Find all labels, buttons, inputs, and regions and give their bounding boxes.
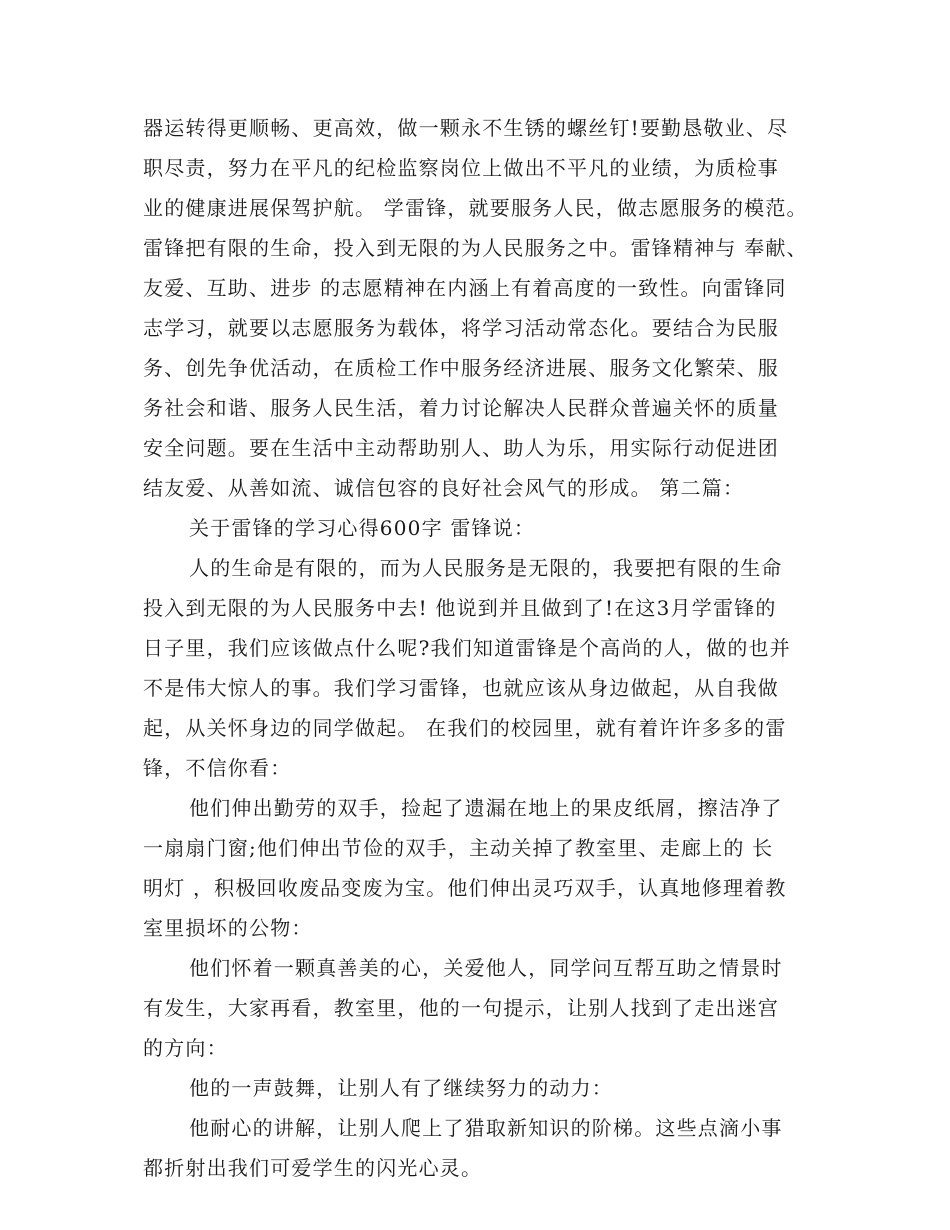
text-line: 他们怀着一颗真善美的心，关爱他人，同学问互帮互助之情景时 bbox=[189, 956, 783, 980]
text-line: 投入到无限的为人民服务中去! 他说到并且做到了!在这3月学雷锋的 bbox=[143, 596, 777, 620]
text-line: 务社会和谐、服务人民生活，着力讨论解决人民群众普遍关怀的质量 bbox=[143, 396, 779, 420]
text-line: 都折射出我们可爱学生的闪光心灵。 bbox=[143, 1156, 483, 1180]
text-line: 器运转得更顺畅、更高效，做一颗永不生锈的螺丝钉!要勤恳敬业、尽 bbox=[143, 116, 789, 140]
text-line: 结友爱、从善如流、诚信包容的良好社会风气的形成。 第二篇： bbox=[143, 476, 745, 500]
text-line: 不是伟大惊人的事。我们学习雷锋，也就应该从身边做起，从自我做 bbox=[143, 676, 779, 700]
text-line: 业的健康进展保驾护航。 学雷锋，就要服务人民，做志愿服务的模范。 bbox=[143, 196, 808, 220]
text-line: 的方向： bbox=[143, 1036, 228, 1060]
text-line: 务、创先争优活动，在质检工作中服务经济进展、服务文化繁荣、服 bbox=[143, 356, 779, 380]
text-line: 人的生命是有限的，而为人民服务是无限的，我要把有限的生命 bbox=[189, 556, 783, 580]
text-line: 锋，不信你看： bbox=[143, 756, 292, 780]
text-line: 志学习，就要以志愿服务为载体，将学习活动常态化。要结合为民服 bbox=[143, 316, 779, 340]
text-line: 明灯 ，积极回收废品变废为宝。他们伸出灵巧双手，认真地修理着教 bbox=[143, 876, 787, 900]
text-line: 室里损坏的公物： bbox=[143, 916, 313, 940]
text-line: 一扇扇门窗;他们伸出节俭的双手，主动关掉了教室里、走廊上的 长 bbox=[143, 836, 774, 860]
text-line: 他的一声鼓舞，让别人有了继续努力的动力： bbox=[189, 1076, 613, 1100]
text-line: 友爱、互助、进步 的志愿精神在内涵上有着高度的一致性。向雷锋同 bbox=[143, 276, 787, 300]
text-line: 日子里，我们应该做点什么呢?我们知道雷锋是个高尚的人，做的也并 bbox=[143, 636, 791, 660]
text-line: 雷锋把有限的生命，投入到无限的为人民服务之中。雷锋精神与 奉献、 bbox=[143, 236, 808, 260]
text-line: 安全问题。要在生活中主动帮助别人、助人为乐，用实际行动促进团 bbox=[143, 436, 779, 460]
document-body bbox=[143, 108, 833, 1188]
text-line: 职尽责，努力在平凡的纪检监察岗位上做出不平凡的业绩，为质检事 bbox=[143, 156, 779, 180]
text-line: 他耐心的讲解，让别人爬上了猎取新知识的阶梯。这些点滴小事 bbox=[189, 1116, 783, 1140]
text-line: 起，从关怀身边的同学做起。 在我们的校园里，就有着许许多多的雷 bbox=[143, 716, 787, 740]
text-line: 有发生，大家再看，教室里，他的一句提示，让别人找到了走出迷宫 bbox=[143, 996, 779, 1020]
text-line: 关于雷锋的学习心得600字 雷锋说： bbox=[189, 516, 536, 540]
text-line: 他们伸出勤劳的双手，捡起了遗漏在地上的果皮纸屑，擦洁净了 bbox=[189, 796, 783, 820]
